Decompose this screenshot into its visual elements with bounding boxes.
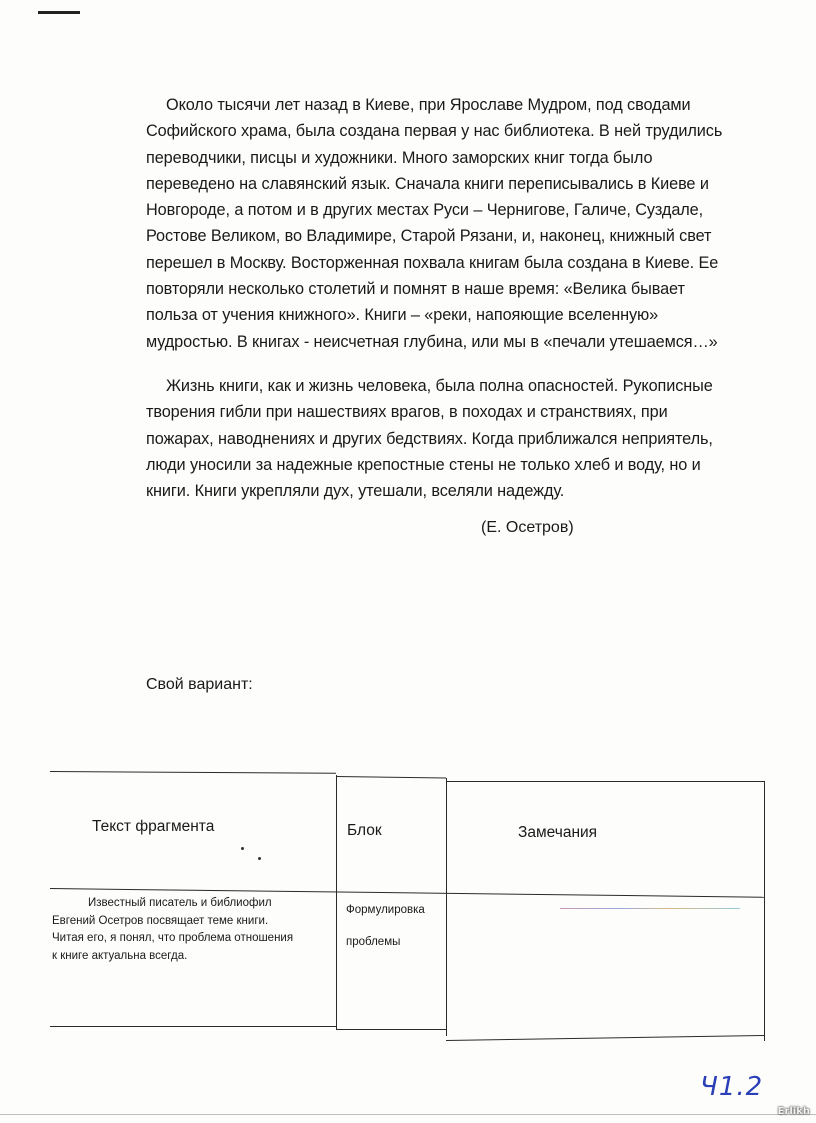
essay-line: перешел в Москву. Восторженная похвала книгам была создана в Киеве. Ее xyxy=(146,253,719,272)
remarks-cell[interactable] xyxy=(452,905,757,1025)
table-top-rule-mid xyxy=(336,776,446,779)
essay-author: (Е. Осетров) xyxy=(481,519,574,536)
own-variant-label: Свой вариант: xyxy=(146,676,253,693)
block-cell-line1: Формулировка xyxy=(346,904,425,916)
essay-line: Около тысячи лет назад в Киеве, при Ярославе Мудром, под сводами xyxy=(166,96,691,114)
essay-line: повторяли несколько столетий и помнят в наше время: «Велика бывает xyxy=(146,280,685,299)
essay-line: переведено на славянский язык. Сначала книги переписывались в Киеве и xyxy=(146,174,709,193)
table-col-divider-2 xyxy=(446,778,447,1036)
essay-line: книги. Книги укрепляли дух, утешали, вселяли надежду. xyxy=(146,482,565,501)
header-remarks: Замечания xyxy=(518,824,598,841)
table-right-border xyxy=(764,781,765,1041)
fragment-line: Евгений Осетров посвящает теме книги. xyxy=(52,914,269,927)
handwritten-score: Ч1.2 xyxy=(700,1072,764,1102)
fragment-line: Читая его, я понял, что проблема отношения xyxy=(52,932,294,944)
essay-line: Жизнь книги, как и жизнь человека, была полна опасностей. Рукописные xyxy=(166,377,713,395)
essay-line: творения гибли при нашествиях врагов, в походах и странствиях, при xyxy=(146,403,668,422)
essay-line: Новгороде, а потом и в других местах Руси – Чернигове, Галиче, Суздале, xyxy=(146,201,704,220)
essay-line: пожарах, наводнениях и других бедствиях. Когда приближался неприятель, xyxy=(146,429,713,448)
top-pen-mark xyxy=(38,11,80,14)
fragment-cell xyxy=(52,895,334,965)
watermark: Erlikh xyxy=(777,1106,810,1117)
essay-line: переводчики, писцы и художники. Много заморских книг тогда было xyxy=(146,148,653,167)
essay-line: Софийского храма, была создана первая у нас библиотека. В ней трудились xyxy=(146,122,723,141)
block-cell-line2: проблемы xyxy=(346,936,401,948)
table-bottom-rule-mid xyxy=(336,1029,446,1030)
stray-dot xyxy=(241,847,244,850)
essay-line: Ростове Великом, во Владимире, Старой Рязани, и, наконец, книжный свет xyxy=(146,227,712,246)
page-bottom-edge xyxy=(0,1114,816,1115)
essay-line: мудростью. В книгах - неисчетная глубина, или мы в «печали утешаемся…» xyxy=(146,332,718,351)
header-fragment-text: Текст фрагмента xyxy=(92,818,215,835)
essay-paragraph-1 xyxy=(146,92,758,355)
essay-line: польза от учения книжного». Книги – «реки, напояющие вселенную» xyxy=(146,306,659,325)
table-bottom-rule-right xyxy=(446,1035,765,1041)
essay-line: люди уносили за надежные крепостные стены не только хлеб и воду, но и xyxy=(146,455,701,474)
table-top-rule-left xyxy=(50,771,336,774)
table-col-divider-1 xyxy=(336,775,337,1030)
fragment-line: к книге актуальна всегда. xyxy=(52,949,188,962)
header-block: Блок xyxy=(347,822,382,839)
essay-paragraph-2 xyxy=(146,373,758,504)
fragment-line: Известный писатель и библиофил xyxy=(88,897,272,909)
stray-dot xyxy=(258,857,261,860)
table-top-rule-right xyxy=(446,781,765,782)
table-bottom-rule-left xyxy=(50,1026,336,1027)
